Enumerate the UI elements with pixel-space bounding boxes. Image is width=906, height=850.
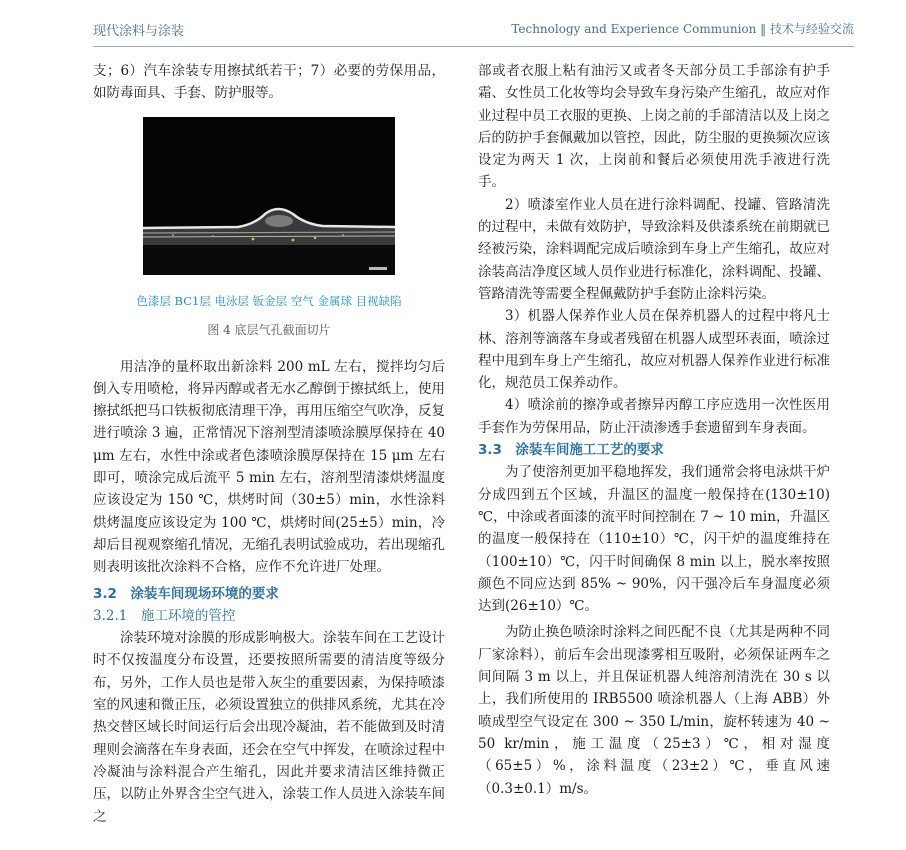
paragraph: 2）喷漆室作业人员在进行涂料调配、投罐、管路清洗的过程中，未做有效防护，导致涂料及供漆系统在前期就已经被污染，涂料调配完成后喷涂到车身上产生缩孔，故应对涂装高洁净度区域人员作业进行标准化，涂料调配、投罐、管路清洗等需要全程佩戴防护手套防止涂料污染。 <box>478 196 830 302</box>
paragraph: 部或者衣服上粘有油污又或者冬天部分员工手部涂有护手霜、女性员工化妆等均会导致车身污染产生缩孔，故应对作业过程中员工衣服的更换、上岗之前的手部清洁以及上岗之后的防护手套佩戴加以管控，因此，防尘服的更换频次应该设定为两天 1 次，上岗前和餐后必须使用洗手液进行洗手。 <box>478 63 830 191</box>
section-heading-3-2: 3.2 涂装车间现场环境的要求 <box>93 585 279 602</box>
subsection-heading-3-2-1: 3.2.1 施工环境的管控 <box>93 607 236 624</box>
paragraph: 为了使溶剂更加平稳地挥发，我们通常会将电泳烘干炉分成四到五个区域，升温区的温度一般保持在(130±10) ℃，中涂或者面漆的流平时间控制在 7 ~ 10 min，升温区的温度一般保持在（110±10）℃，闪干炉的温度维持在（100±10）℃，闪干时间确保 8 min 以上，脱水率按照颜色不同应达到 85% ~ 90%，闪干强冷后车身温度必须达到(26±10）℃。 <box>478 464 830 615</box>
figure-caption: 图 4 底层气孔截面切片 <box>207 322 331 337</box>
figure-4 <box>93 111 445 356</box>
right-column <box>478 60 830 800</box>
left-column <box>93 60 445 828</box>
paragraph: 用洁净的量杯取出新涂料 200 mL 左右，搅拌均匀后倒入专用喷枪，将异丙醇或者无水乙醇倒于擦拭纸上，使用擦拭纸把马口铁板彻底清理干净，再用压缩空气吹净，反复进行喷涂 3 遍，正常情况下溶剂型清漆喷涂膜厚保持在 40 μm 左右，水性中涂或者色漆喷涂膜厚保持在 15 μm 左右即可，喷涂完成后流平 5 min 左右，溶剂型清漆烘烤温度应该设定为 150 ℃，烘烤时间（30±5）min，水性涂料烘烤温度应该设定为 100 ℃，烘烤时间(25±5）min，冷却后目视观察缩孔情况，无缩孔表明试验成功，若出现缩孔则表明该批次涂料不合格，应作不允许进厂处理。 <box>93 358 445 576</box>
micrograph-image <box>143 117 395 275</box>
paragraph: 为防止换色喷涂时涂料之间匹配不良（尤其是两种不同厂家涂料），前后车会出现漆雾相互吸附，必须保证两车之间间隔 3 m 以上，并且保证机器人纯溶剂清洗在 30 s 以上，我们所使用的 IRB5500 喷涂机器人（上海 ABB）外喷成型空气设定在 300 ~ 350 L/min，旋杯转速为 40 ~ 50 kr/min，施工温度（25±3）℃，相对湿度（65±5）%，涂料温度（23±2）℃，垂直风速（0.3±0.1）m/s。 <box>478 624 830 797</box>
paragraph: 涂装环境对涂膜的形成影响极大。涂装车间在工艺设计时不仅按温度分布设置，还要按照所需要的清洁度等级分布，另外，工作人员也是带入灰尘的重要因素，为保持喷漆室的风速和微正压，必须设置独立的供排风系统，尤其在冷热交替区域长时间运行后会出现冷凝油，若不能做到及时清理则会滴落在车身表面，还会在空气中挥发，在喷涂过程中冷凝油与涂料混合产生缩孔，因此并要求清洁区维持微正压，以防止外界含尘空气进入，涂装工作人员进入涂装车间之 <box>93 630 445 825</box>
section-heading-3-3: 3.3 涂装车间施工工艺的要求 <box>478 442 664 459</box>
section-header: Technology and Experience Communion ‖ 技术与经验交流 <box>511 22 854 36</box>
paragraph: 3）机器人保养作业人员在保养机器人的过程中将凡士林、溶剂等滴落车身或者残留在机器人成型环表面，喷涂过程中甩到车身上产生缩孔，故应对机器人保养作业进行标准化，规范员工保养动作。 <box>478 308 830 392</box>
journal-title: 现代涂料与涂装 <box>93 24 185 39</box>
figure-layer-labels: 色漆层 BC1层 电泳层 钣金层 空气 金属球 目视缺陷 <box>136 293 402 308</box>
header-divider <box>93 46 854 47</box>
cross-section-micrograph <box>143 117 395 275</box>
paragraph: 支；6）汽车涂装专用擦拭纸若干；7）必要的劳保用品，如防毒面具、手套、防护服等。 <box>93 63 445 102</box>
paragraph: 4）喷涂前的擦净或者擦异丙醇工序应选用一次性医用手套作为劳保用品，防止汗渍渗透手套遗留到车身表面。 <box>478 397 830 436</box>
